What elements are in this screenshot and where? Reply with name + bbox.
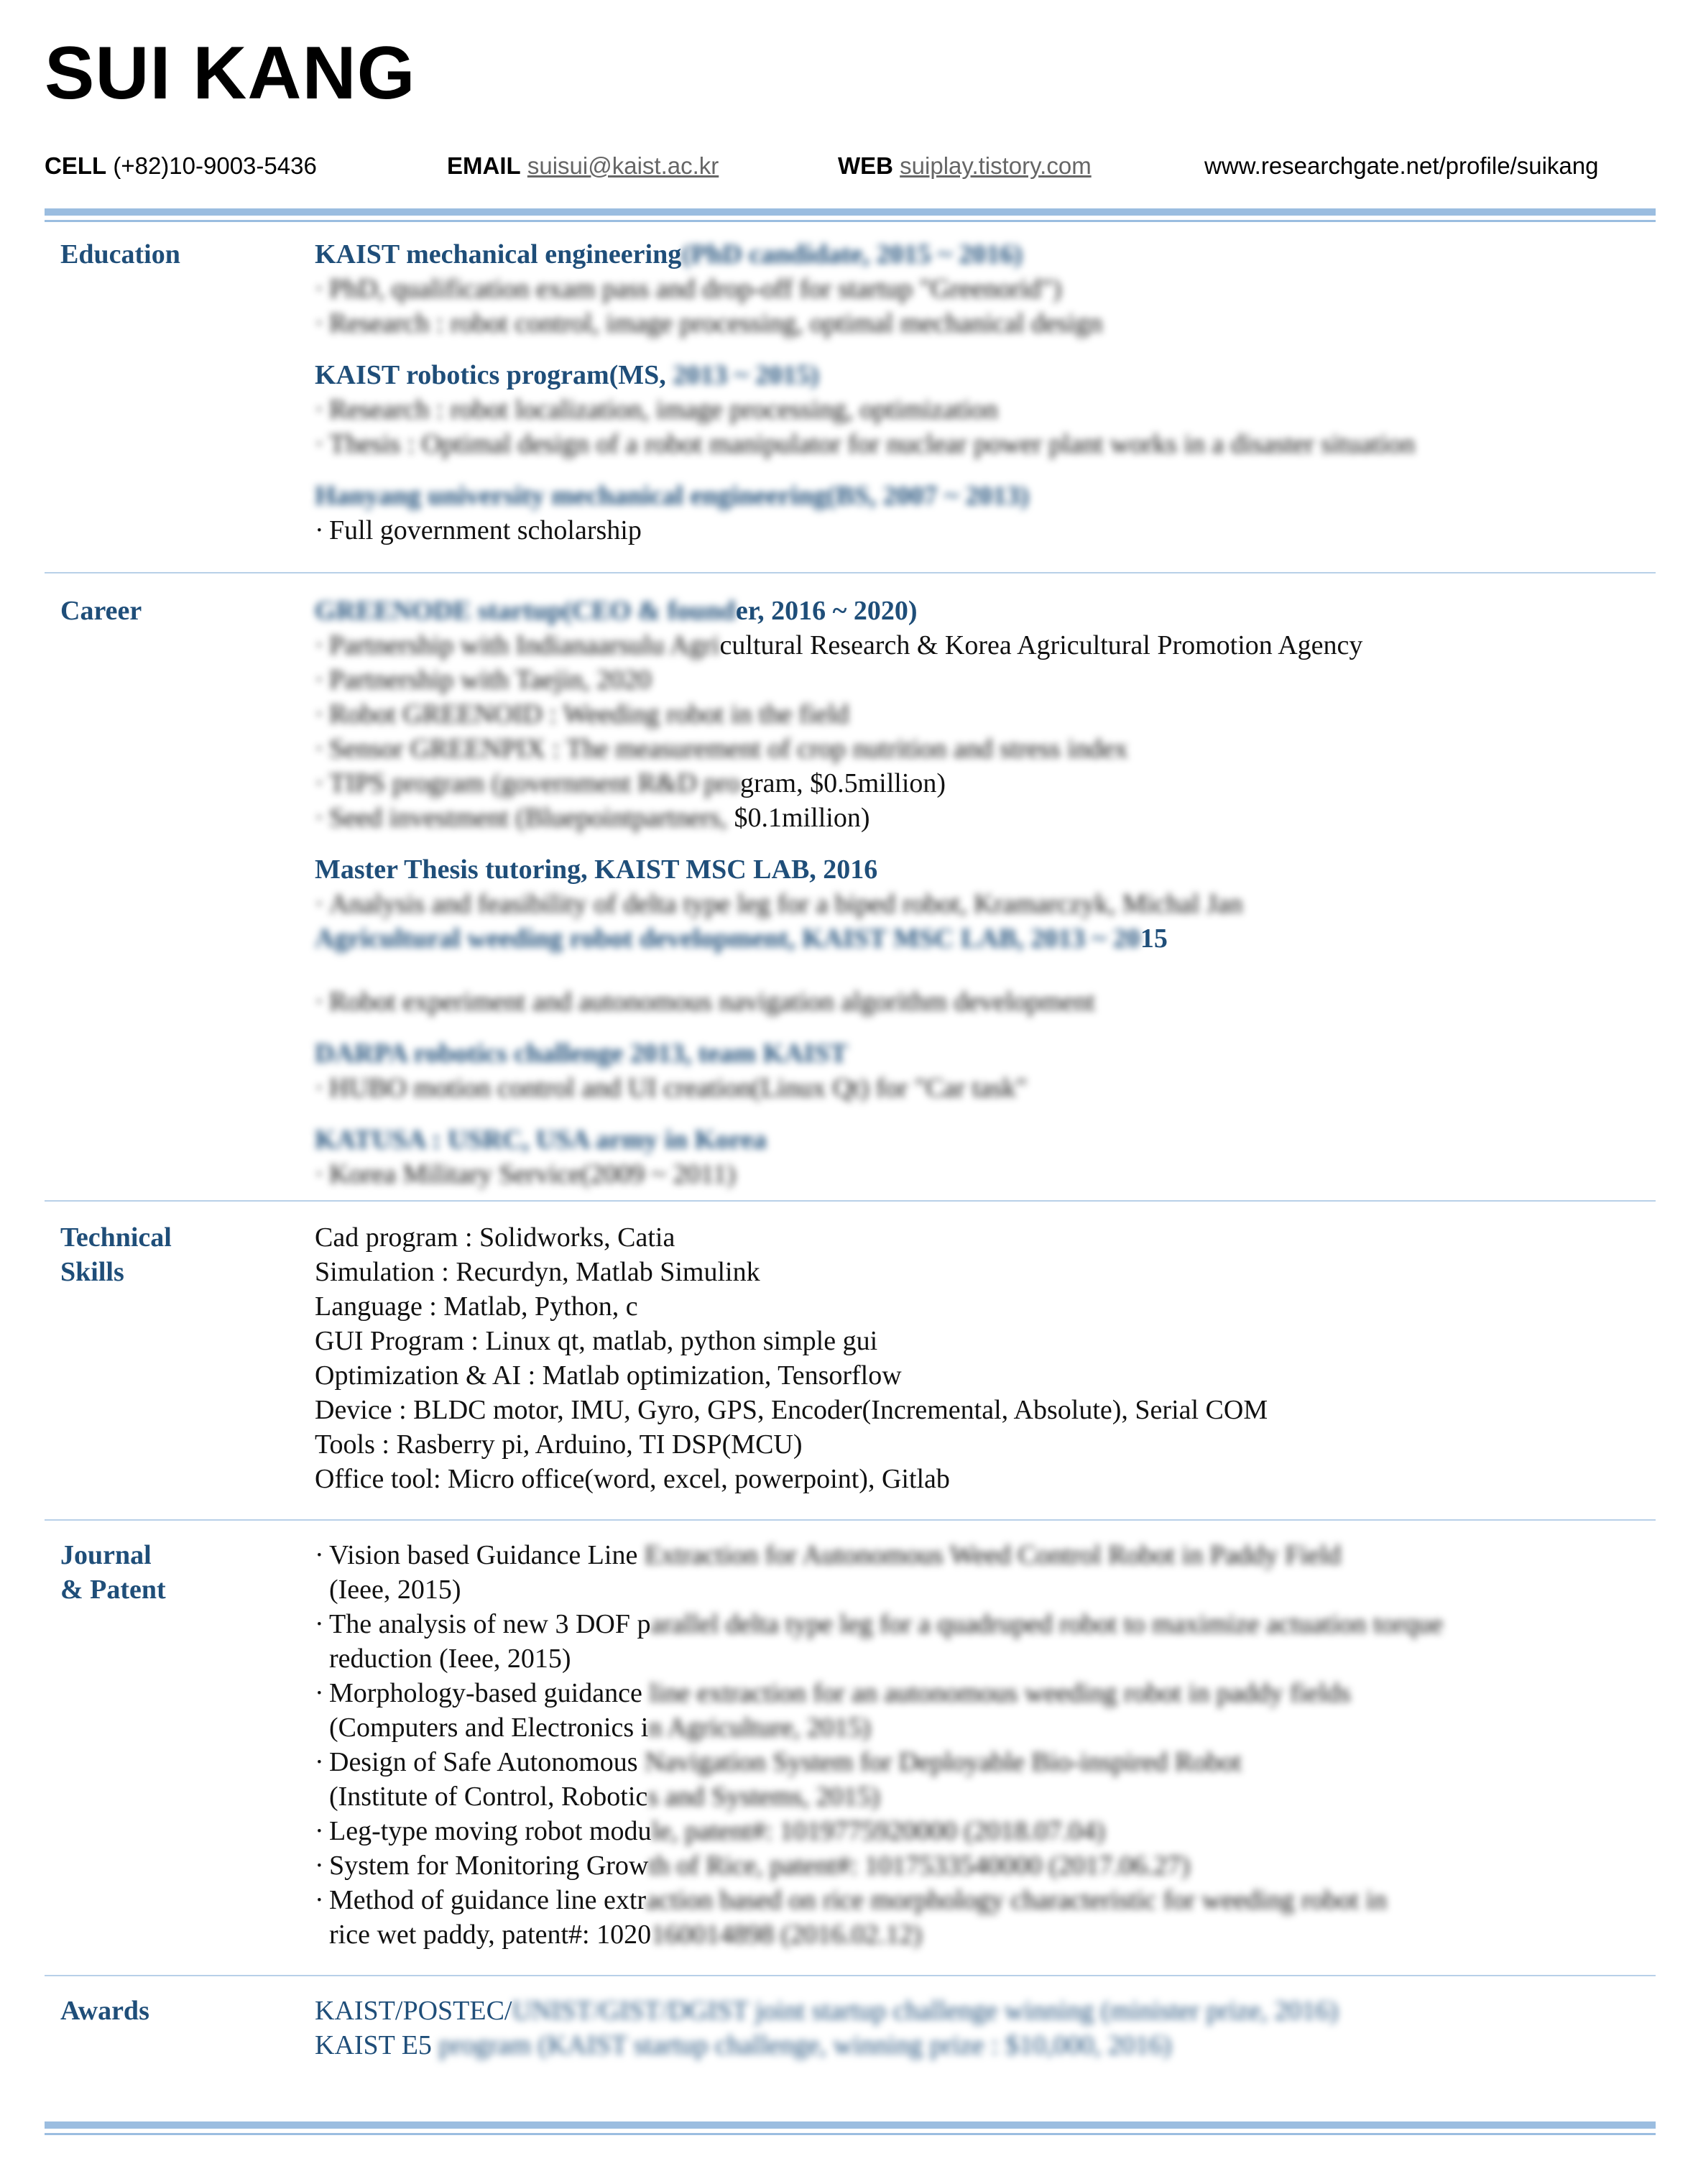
list-item: · Research : robot control, image processing, optimal mechanical design (315, 308, 1103, 338)
list-item: · Analysis and feasibility of delta type leg for a biped robot, Kramarczyk, Michal Jan (315, 889, 1243, 919)
email-link[interactable]: suisui@kaist.ac.kr (527, 152, 719, 179)
career-heading-darpa: DARPA robotics challenge 2013, team KAIST (315, 1038, 848, 1069)
journal-content (315, 1538, 1644, 1952)
list-item: · Seed investment (Bluepointpartners, $0.1million) (315, 803, 870, 833)
candidate-name: SUI KANG (45, 32, 416, 115)
list-item: · Vision based Guidance Line Extraction for Autonomous Weed Control Robot in Paddy Field (315, 1540, 1342, 1570)
cell-value: (+82)10-9003-5436 (113, 152, 317, 179)
footer-rule (45, 2121, 1656, 2135)
career-heading-tutoring: Master Thesis tutoring, KAIST MSC LAB, 2016 (315, 854, 878, 885)
education-heading-kaist-phd: KAIST mechanical engineering(PhD candidate, 2015 ~ 2016) (315, 239, 1023, 269)
career-content (315, 594, 1644, 1192)
skill-line: Simulation : Recurdyn, Matlab Simulink (315, 1257, 760, 1287)
education-heading-kaist-ms: KAIST robotics program(MS, 2013 ~ 2015) (315, 360, 819, 390)
career-heading-katusa: KATUSA : USRC, USA army in Korea (315, 1125, 767, 1155)
email-info (447, 152, 719, 180)
skill-line: Optimization & AI : Matlab optimization, Tensorflow (315, 1360, 902, 1391)
awards-label: Awards (60, 1996, 149, 2026)
skill-line: Language : Matlab, Python, c (315, 1291, 638, 1322)
skill-line: GUI Program : Linux qt, matlab, python simple gui (315, 1326, 878, 1356)
list-item: · Robot experiment and autonomous navigation algorithm development (315, 987, 1095, 1017)
cell-label: CELL (45, 152, 107, 179)
list-item: · Thesis : Optimal design of a robot manipulator for nuclear power plant works in a disaster situation (315, 429, 1416, 459)
list-item: · Method of guidance line extraction based on rice morphology characteristic for weeding robot in (315, 1885, 1388, 1915)
skills-content (315, 1220, 1644, 1496)
list-item: · Sensor GREENPIX : The measurement of crop nutrition and stress index (315, 734, 1128, 764)
web-link[interactable]: suiplay.tistory.com (900, 152, 1092, 179)
list-item: · Partnership with Taejin, 2020 (315, 665, 652, 695)
list-item-continuation: (Ieee, 2015) (329, 1575, 461, 1605)
header-rule (45, 208, 1656, 222)
list-item-continuation: (Computers and Electronics in Agriculture, 2015) (329, 1713, 871, 1743)
award-item: KAIST/POSTEC/UNIST/GIST/DGIST joint startup challenge winning (minister prize, 2016) (315, 1996, 1339, 2026)
journal-label: Journal & Patent (60, 1540, 166, 1605)
list-item: · Morphology-based guidance line extraction for an autonomous weeding robot in paddy fields (315, 1678, 1351, 1708)
education-content (315, 237, 1644, 548)
cell-info (45, 152, 317, 180)
section-divider (45, 1975, 1656, 1976)
web-label: WEB (838, 152, 893, 179)
career-label: Career (60, 596, 142, 626)
skill-line: Tools : Rasberry pi, Arduino, TI DSP(MCU) (315, 1429, 803, 1460)
career-heading-weeding-robot: Agricultural weeding robot development, KAIST MSC LAB, 2013 ~ 2015 (315, 923, 1168, 954)
list-item: · HUBO motion control and UI creation(Linux Qt) for "Car task" (315, 1073, 1028, 1103)
section-divider (45, 1519, 1656, 1521)
list-item: · Robot GREENOID : Weeding robot in the field (315, 699, 849, 729)
list-item: · PhD, qualification exam pass and drop-off for startup "Greenorid") (315, 274, 1062, 304)
list-item: · The analysis of new 3 DOF parallel delta type leg for a quadruped robot to maximize actuation torque (315, 1609, 1444, 1639)
education-heading-hanyang: Hanyang university mechanical engineering(BS, 2007 ~ 2013) (315, 481, 1030, 511)
list-item-continuation: reduction (Ieee, 2015) (329, 1644, 571, 1674)
contact-line (45, 152, 1654, 188)
list-item: · Full government scholarship (315, 515, 642, 545)
list-item: · System for Monitoring Growth of Rice, patent#: 1017533540000 (2017.06.27) (315, 1851, 1190, 1881)
award-item: KAIST E5 program (KAIST startup challenge, winning prize : $10,000, 2016) (315, 2030, 1172, 2060)
education-label: Education (60, 239, 180, 269)
list-item: · Partnership with Indianaarsulu Agricultural Research & Korea Agricultural Promotion Agency (315, 630, 1363, 660)
awards-content (315, 1994, 1644, 2063)
list-item-continuation: rice wet paddy, patent#: 1020160014898 (2016.02.12) (329, 1920, 922, 1950)
list-item-continuation: (Institute of Control, Robotics and Systems, 2015) (329, 1782, 880, 1812)
skills-label: Technical Skills (60, 1222, 172, 1287)
section-divider (45, 1200, 1656, 1202)
list-item: · Design of Safe Autonomous Navigation System for Deployable Bio-inspired Robot (315, 1747, 1242, 1777)
skill-line: Cad program : Solidworks, Catia (315, 1222, 675, 1253)
skill-line: Office tool: Micro office(word, excel, powerpoint), Gitlab (315, 1464, 950, 1494)
career-heading-greenode: GREENODE startup(CEO & founder, 2016 ~ 2020) (315, 596, 918, 626)
researchgate-link[interactable]: www.researchgate.net/profile/suikang (1204, 152, 1599, 179)
list-item: · Research : robot localization, image processing, optimization (315, 395, 998, 425)
list-item: · Leg-type moving robot module, patent#: 1019775920000 (2018.07.04) (315, 1816, 1105, 1846)
section-divider (45, 572, 1656, 573)
skill-line: Device : BLDC motor, IMU, Gyro, GPS, Encoder(Incremental, Absolute), Serial COM (315, 1395, 1268, 1425)
web-info (838, 152, 1092, 180)
email-label: EMAIL (447, 152, 521, 179)
list-item: · Korea Military Service(2009 ~ 2011) (315, 1159, 736, 1189)
list-item: · TIPS program (government R&D program, $0.5million) (315, 768, 946, 798)
